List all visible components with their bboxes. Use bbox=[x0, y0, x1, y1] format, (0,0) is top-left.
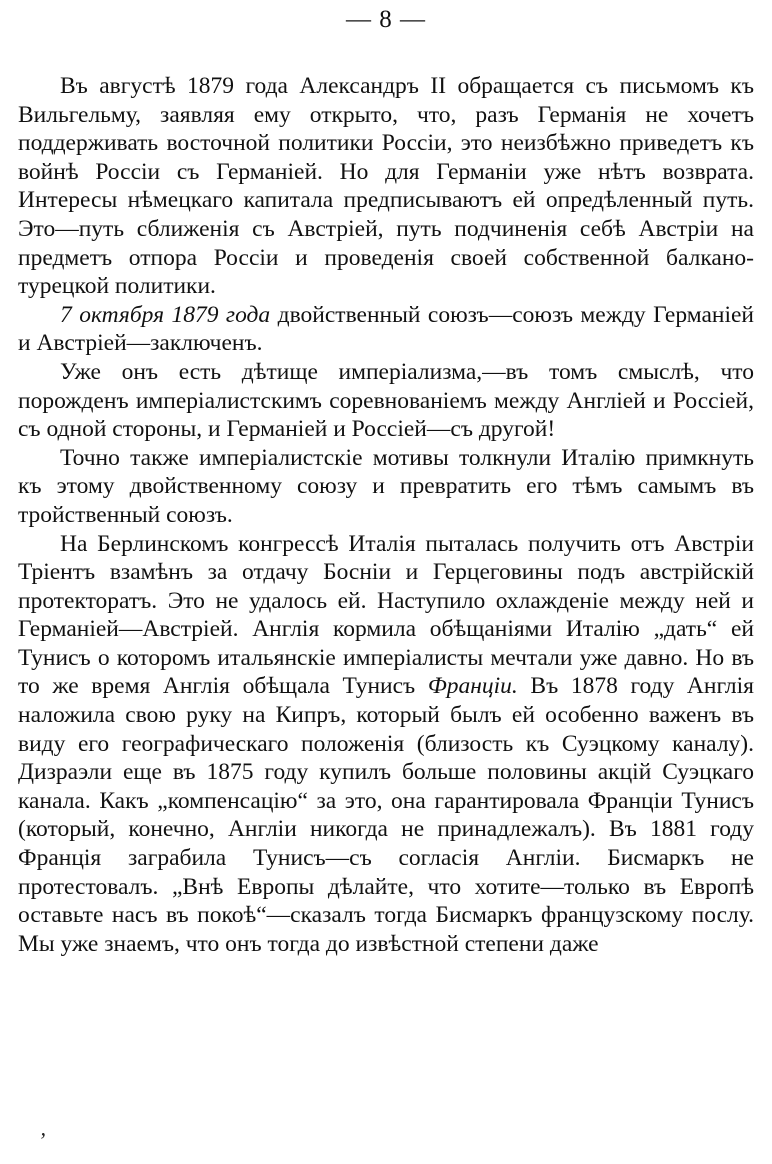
stray-mark: ʼ bbox=[38, 1128, 46, 1153]
paragraph-text: На Берлинскомъ конгрессѣ Италія пыталась получить отъ Австріи Тріентъ взамѣнъ за отдачу Босніи и Герцеговины подъ австрійскій протекторатъ. Это не удалось ей. Наступило охлажденіе между ней и Германіей—Австріей. Англія кормила обѣщаніями Италію „дать“ ей Тунисъ о которомъ итальянскіе имперіалисты мечтали уже давно. Но въ то же время Англія обѣщала Тунисъ bbox=[18, 530, 754, 700]
paragraph-text: Точно также имперіалистскіе мотивы толкнули Италію примкнуть къ этому двойственному союзу и превратить его тѣмъ самымъ въ тройственный союзъ. bbox=[18, 444, 754, 528]
paragraph bbox=[18, 530, 754, 959]
body-text bbox=[18, 72, 754, 958]
paragraph bbox=[18, 358, 754, 444]
page-number: — 8 — bbox=[346, 6, 426, 33]
paragraph bbox=[18, 301, 754, 358]
paragraph-text: двойственный союзъ—союзъ между Германіей и Австріей—заключенъ. bbox=[18, 301, 755, 357]
document-page bbox=[18, 0, 754, 1164]
emphasized-text: 7 октября 1879 года bbox=[60, 301, 271, 328]
paragraph-text: Уже онъ есть дѣтище имперіализма,—въ томъ смыслѣ, что порожденъ имперіалистскимъ соревнованіемъ между Англіей и Россіей, съ одной стороны, и Германіей и Россіей—съ другой! bbox=[18, 358, 754, 443]
paragraph-text: Въ 1878 году Англія наложила свою руку на Кипръ, который былъ ей особенно важенъ въ виду его географическаго положенія (близость къ Суэцкому каналу). Дизраэли еще въ 1875 году купилъ больше половины акцій Суэцкаго канала. Какъ „компенсацію“ за это, она гарантировала Франціи Тунисъ (который, конечно, Англіи никогда не принадлежалъ). Въ 1881 году Франція заграбила Тунисъ—съ согласія Англіи. Бисмаркъ не протестовалъ. „Внѣ Европы дѣлайте, что хотите—только въ Европѣ оставьте насъ въ покоѣ“—сказалъ тогда Бисмаркъ французскому послу. Мы уже знаемъ, что онъ тогда до извѣстной степени даже bbox=[18, 673, 754, 957]
emphasized-text: Франціи. bbox=[427, 673, 518, 700]
paragraph-text: Въ августѣ 1879 года Александръ II обращается съ письмомъ къ Вильгельму, заявляя ему открыто, что, разъ Германія не хочетъ поддерживать восточной политики Россіи, это неизбѣжно приведетъ къ войнѣ Россіи съ Германіей. Но для Германіи уже нѣтъ возврата. Интересы нѣмецкаго капитала предписываютъ ей опредѣленный путь. Это—путь сближенія съ Австріей, путь подчиненія себѣ Австріи на предметъ отпора Россіи и проведенія своей собственной балкано-турецкой политики. bbox=[18, 73, 754, 300]
paragraph bbox=[18, 72, 754, 301]
paragraph bbox=[18, 444, 754, 530]
